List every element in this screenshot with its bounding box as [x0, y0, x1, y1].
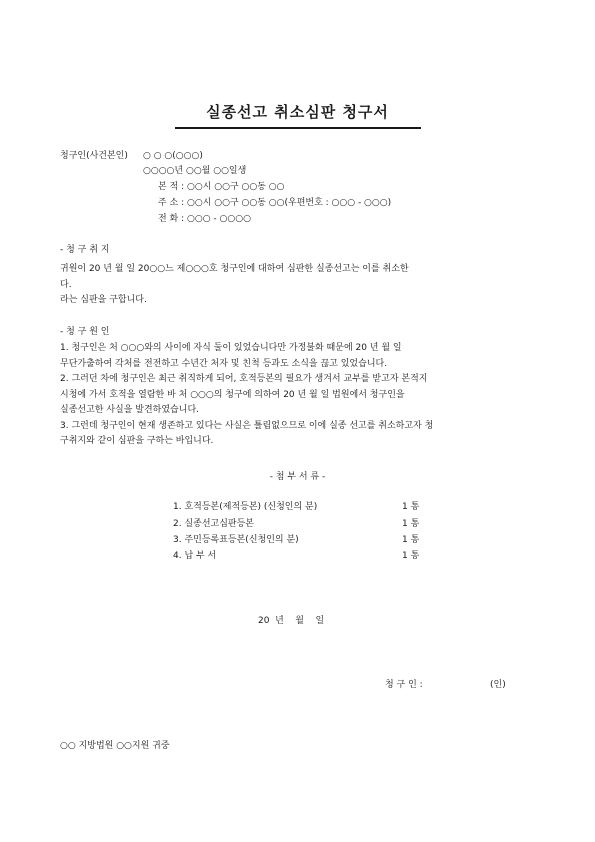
claimant-label: 청구인(사건본인)	[60, 151, 128, 161]
attachment-qty: 1 통	[402, 519, 420, 529]
reasons-body	[60, 341, 530, 450]
document-title: 실종선고 취소심판 청구서	[206, 103, 389, 121]
purpose-line: 귀원이 20 년 월 일 20○○느 제○○○호 청구인에 대하여 심판한 실종선고는 이를 취소한	[60, 264, 409, 274]
reasons-line: 무단가출하여 각처를 전전하고 수년간 처자 및 친척 등과도 소식을 끊고 있었습니다.	[60, 358, 388, 369]
purpose-body	[60, 262, 530, 309]
attachment-label: 4. 납 부 서	[173, 551, 217, 561]
purpose-heading: - 청 구 취 지	[60, 245, 110, 255]
title-underline	[175, 127, 421, 129]
claimant-name: ○ ○ ○(○○○)	[143, 151, 203, 161]
court-addressee: ○○ 지방법원 ○○지원 귀중	[60, 741, 170, 751]
attachment-qty: 1 통	[402, 551, 420, 561]
attachment-qty: 1 통	[402, 535, 420, 545]
attachment-item	[0, 535, 595, 549]
filing-date: 20 년 월 일	[258, 616, 325, 626]
attachment-label: 2. 실종선고심판등본	[173, 519, 255, 529]
attachment-item	[0, 551, 595, 565]
attachment-label: 3. 주민등록표등본(신청인의 분)	[173, 535, 299, 545]
reasons-line: 1. 청구인은 처 ○○○와의 사이에 자식 둘이 있었습니다만 가정불화 때문에 20 년 월 일	[60, 343, 402, 353]
signature-label: 청 구 인 :	[385, 680, 423, 690]
reasons-line: 실종선고한 사실을 발견하였습니다.	[60, 405, 199, 415]
attachment-item	[0, 519, 595, 533]
purpose-line: 라는 심판을 구합니다.	[60, 295, 147, 305]
attachment-label: 1. 호적등본(제적등본) (신청인의 분)	[173, 502, 318, 512]
attachments-heading: - 첨 부 서 류 -	[269, 472, 326, 482]
reasons-line: 3. 그런데 청구인이 현재 생존하고 있다는 사실은 틀림없으므로 이에 실종 선고를 취소하고자 청	[60, 420, 434, 431]
reasons-line: 구취지와 같이 심판을 구하는 바입니다.	[60, 436, 214, 446]
reasons-line: 시청에 가서 호적을 열람한 바 처 ○○○의 청구에 의하여 20 년 월 일 법원에서 청구인을	[60, 389, 405, 400]
purpose-line: 다.	[60, 279, 72, 290]
attachment-item	[0, 502, 595, 516]
reasons-heading: - 청 구 원 인	[60, 327, 110, 337]
attachment-qty: 1 통	[402, 502, 420, 512]
claimant-birth: ○○○○년 ○○월 ○○일생	[143, 166, 247, 176]
reasons-line: 2. 그러던 차에 청구인은 최근 취직하게 되어, 호적등본의 필요가 생겨서 교부를 받고자 본적지	[60, 374, 428, 384]
claimant-domicile: 본 적 : ○○시 ○○구 ○○동 ○○	[158, 182, 285, 192]
claimant-address: 주 소 : ○○시 ○○구 ○○동 ○○(우편번호 : ○○○ - ○○○)	[158, 198, 392, 208]
seal-mark: (인)	[490, 680, 506, 690]
claimant-phone: 전 화 : ○○○ - ○○○○	[158, 214, 251, 224]
